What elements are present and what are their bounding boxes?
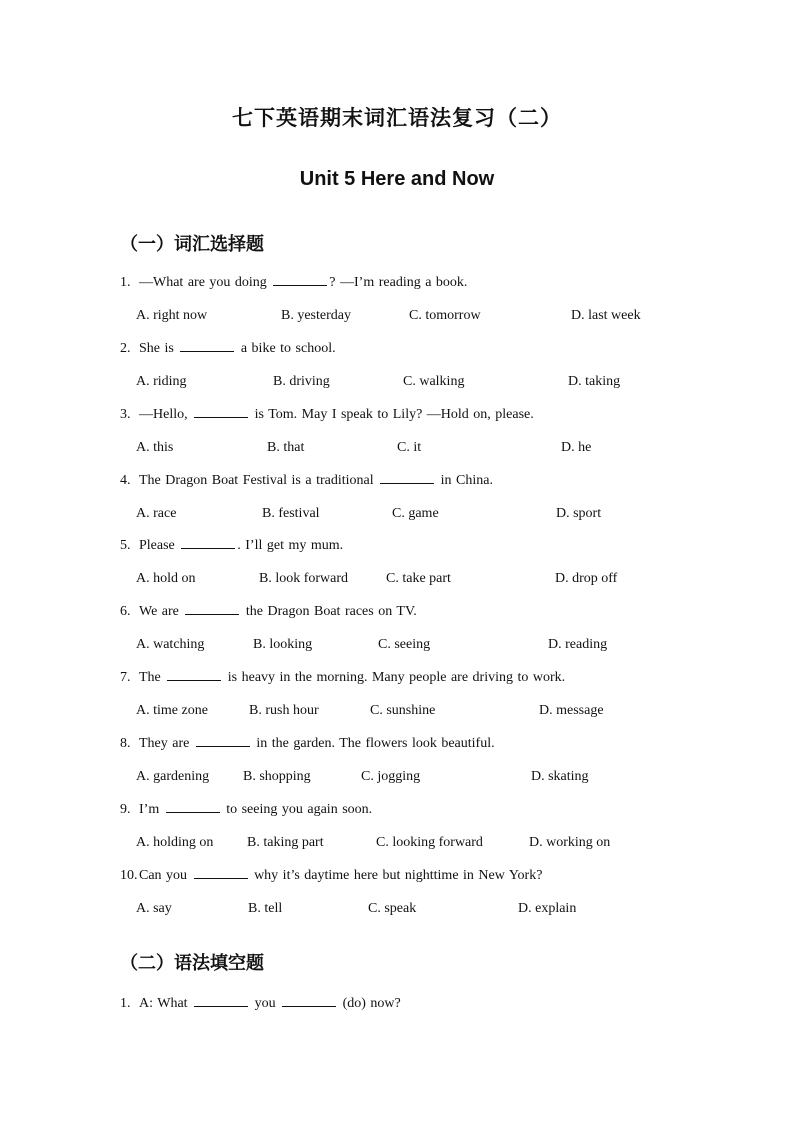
option-c: C. walking (403, 374, 465, 389)
question-text: —Hello, (139, 407, 193, 422)
grammar-question-1 (120, 996, 401, 1012)
option-b: B. that (267, 440, 305, 455)
question-text: She is (139, 341, 179, 356)
question-text: ? —I’m reading a book. (329, 275, 468, 290)
answer-blank (194, 996, 248, 1007)
option-d: D. explain (518, 901, 577, 916)
answer-blank (185, 604, 239, 615)
section-heading-grammar: （二）语法填空题 (120, 953, 264, 974)
question-7 (120, 670, 565, 686)
option-d: D. sport (556, 506, 602, 521)
question-9 (120, 802, 372, 818)
question-number: 1. (120, 275, 131, 290)
option-a: A. this (136, 440, 174, 455)
option-c: C. tomorrow (409, 308, 481, 323)
question-text: the Dragon Boat races on TV. (241, 604, 417, 619)
question-2 (120, 341, 336, 357)
question-number: 1. (120, 996, 131, 1011)
question-text: in China. (436, 473, 493, 488)
option-a: A. right now (136, 308, 208, 323)
option-c: C. looking forward (376, 835, 483, 850)
option-a: A. time zone (136, 703, 208, 718)
question-4 (120, 473, 493, 489)
question-text: you (250, 996, 281, 1011)
question-text: (do) now? (338, 996, 401, 1011)
question-number: 10. (120, 868, 138, 883)
option-a: A. hold on (136, 571, 196, 586)
question-text: why it’s daytime here but nighttime in New York? (249, 868, 543, 883)
option-a: A. holding on (136, 835, 214, 850)
option-c: C. jogging (361, 769, 421, 784)
option-a: A. gardening (136, 769, 210, 784)
option-b: B. shopping (243, 769, 311, 784)
question-text: A: What (139, 996, 193, 1011)
option-b: B. looking (253, 637, 313, 652)
option-a: A. say (136, 901, 172, 916)
option-c: C. take part (386, 571, 451, 586)
answer-blank (194, 868, 248, 879)
question-text: Can you (139, 868, 192, 883)
question-text: The Dragon Boat Festival is a traditional (139, 473, 379, 488)
question-number: 8. (120, 736, 131, 751)
option-b: B. festival (262, 506, 320, 521)
option-d: D. skating (531, 769, 589, 784)
question-text: . I’ll get my mum. (237, 538, 344, 553)
answer-blank (181, 538, 235, 549)
option-d: D. reading (548, 637, 608, 652)
unit-title: Unit 5 Here and Now (299, 168, 495, 190)
option-d: D. drop off (555, 571, 618, 586)
option-b: B. yesterday (281, 308, 351, 323)
option-a: A. riding (136, 374, 187, 389)
answer-blank (273, 275, 327, 286)
question-number: 9. (120, 802, 131, 817)
answer-blank (167, 670, 221, 681)
option-d: D. message (539, 703, 604, 718)
question-1 (120, 275, 467, 291)
question-text: in the garden. The flowers look beautiful. (251, 736, 495, 751)
option-c: C. seeing (378, 637, 431, 652)
question-text: a bike to school. (236, 341, 336, 356)
question-8 (120, 736, 495, 752)
answer-blank (282, 996, 336, 1007)
question-text: I’m (139, 802, 164, 817)
option-a: A. watching (136, 637, 205, 652)
question-number: 3. (120, 407, 131, 422)
option-d: D. he (561, 440, 592, 455)
option-c: C. sunshine (370, 703, 436, 718)
answer-blank (166, 802, 220, 813)
question-text: —What are you doing (139, 275, 272, 290)
question-text: to seeing you again soon. (221, 802, 373, 817)
option-b: B. taking part (247, 835, 324, 850)
option-c: C. game (392, 506, 439, 521)
option-b: B. driving (273, 374, 330, 389)
option-c: C. speak (368, 901, 417, 916)
question-number: 4. (120, 473, 131, 488)
question-text: is heavy in the morning. Many people are driving to work. (223, 670, 566, 685)
option-b: B. rush hour (249, 703, 319, 718)
question-text: Please (139, 538, 180, 553)
answer-blank (196, 736, 250, 747)
answer-blank (380, 473, 434, 484)
page-title: 七下英语期末词汇语法复习（二） (232, 106, 562, 130)
question-text: They are (139, 736, 194, 751)
option-d: D. last week (571, 308, 641, 323)
option-c: C. it (397, 440, 422, 455)
question-number: 5. (120, 538, 131, 553)
question-3 (120, 407, 534, 423)
question-10 (120, 868, 542, 884)
question-text: is Tom. May I speak to Lily? —Hold on, please. (250, 407, 534, 422)
question-text: The (139, 670, 166, 685)
question-5 (120, 538, 343, 554)
option-a: A. race (136, 506, 177, 521)
option-d: D. working on (529, 835, 611, 850)
section-heading-vocabulary: （一）词汇选择题 (120, 234, 264, 255)
option-b: B. tell (248, 901, 283, 916)
question-number: 6. (120, 604, 131, 619)
answer-blank (194, 407, 248, 418)
question-number: 7. (120, 670, 131, 685)
question-number: 2. (120, 341, 131, 356)
question-6 (120, 604, 417, 620)
option-d: D. taking (568, 374, 621, 389)
option-b: B. look forward (259, 571, 349, 586)
answer-blank (180, 341, 234, 352)
question-text: We are (139, 604, 184, 619)
